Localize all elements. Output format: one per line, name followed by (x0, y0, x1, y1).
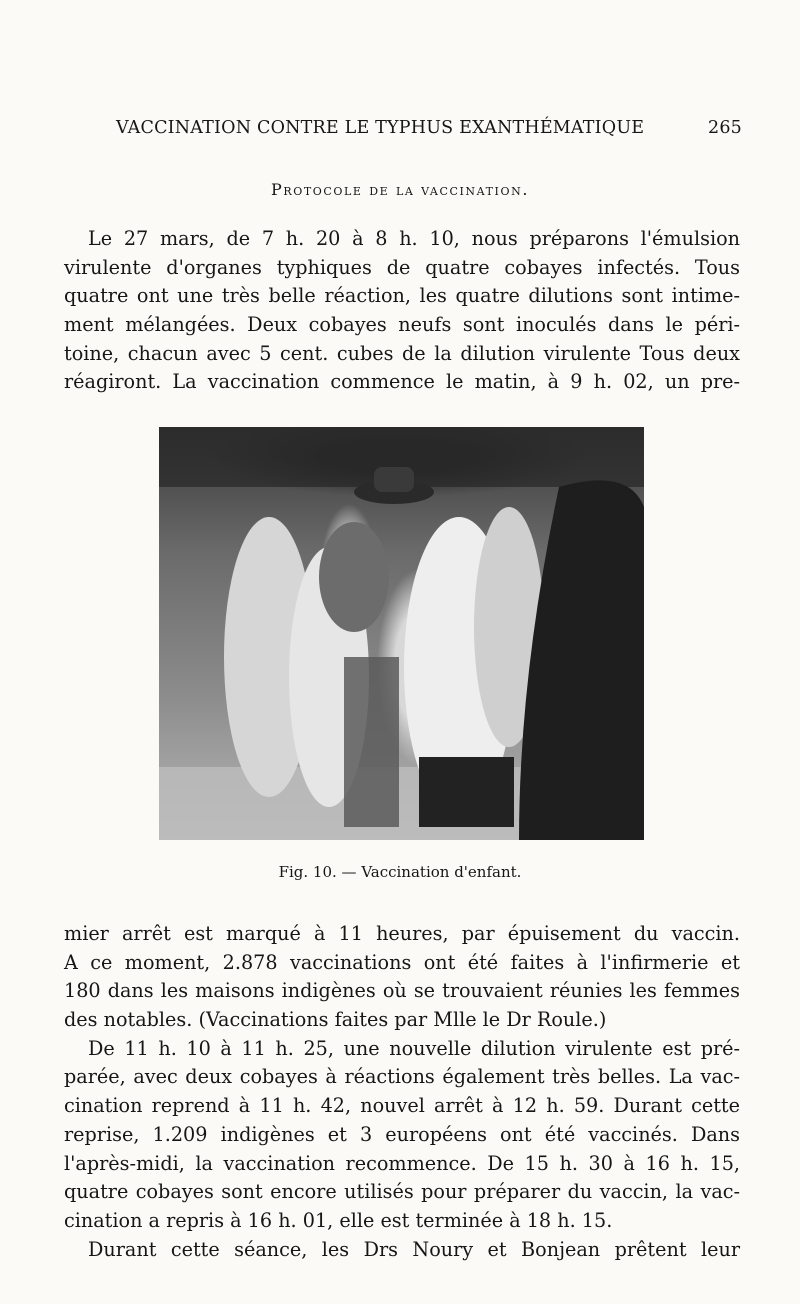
paragraph-1 (64, 225, 740, 397)
text-line: reprise, 1.209 indigènes et 3 européens ont été vaccinés. Dans (64, 1122, 740, 1146)
paragraph-4 (64, 1236, 740, 1265)
text-line: mier arrêt est marqué à 11 heures, par épuisement du vaccin. (64, 922, 740, 945)
text-line: Durant cette séance, les Drs Noury et Bonjean prêtent leur (88, 1237, 740, 1261)
text-line: A ce moment, 2.878 vaccinations ont été faites à l'infirmerie et (64, 950, 740, 974)
figure-caption: Fig. 10. — Vaccination d'enfant. (278, 863, 522, 881)
paragraph-2 (64, 920, 740, 1035)
text-line: réagiront. La vaccination commence le matin, à 9 h. 02, un pre- (64, 370, 740, 394)
photo-sketch (159, 427, 644, 840)
running-header (116, 118, 742, 138)
figure-photo (159, 427, 644, 840)
text-line: parée, avec deux cobayes à réactions également très belles. La vac- (64, 1065, 740, 1089)
page-number: 265 (707, 118, 742, 138)
text-line: De 11 h. 10 à 11 h. 25, une nouvelle dilution virulente est pré- (88, 1036, 740, 1060)
section-title: Protocole de la vaccination. (270, 180, 530, 199)
text-line: 180 dans les maisons indigènes où se trouvaient réunies les femmes (64, 979, 740, 1003)
text-line: Le 27 mars, de 7 h. 20 à 8 h. 10, nous préparons l'émulsion (88, 227, 740, 250)
text-line: quatre ont une très belle réaction, les quatre dilutions sont intime- (64, 284, 740, 308)
text-line: ment mélangées. Deux cobayes neufs sont inoculés dans le péri- (64, 313, 740, 337)
text-line: cination a repris à 16 h. 01, elle est terminée à 18 h. 15. (64, 1208, 613, 1232)
text-line: l'après-midi, la vaccination recommence. De 15 h. 30 à 16 h. 15, (64, 1151, 740, 1175)
text-line: toine, chacun avec 5 cent. cubes de la dilution virulente Tous deux (64, 341, 740, 365)
text-line: quatre cobayes sont encore utilisés pour préparer du vaccin, la vac- (64, 1180, 740, 1204)
text-line: des notables. (Vaccinations faites par Mlle le Dr Roule.) (64, 1008, 607, 1032)
text-line: virulente d'organes typhiques de quatre cobayes infectés. Tous (64, 255, 740, 279)
text-line: cination reprend à 11 h. 42, nouvel arrêt à 12 h. 59. Durant cette (64, 1094, 740, 1118)
running-title: VACCINATION CONTRE LE TYPHUS EXANTHÉMATIQUE (116, 118, 645, 138)
paragraph-3 (64, 1035, 740, 1236)
